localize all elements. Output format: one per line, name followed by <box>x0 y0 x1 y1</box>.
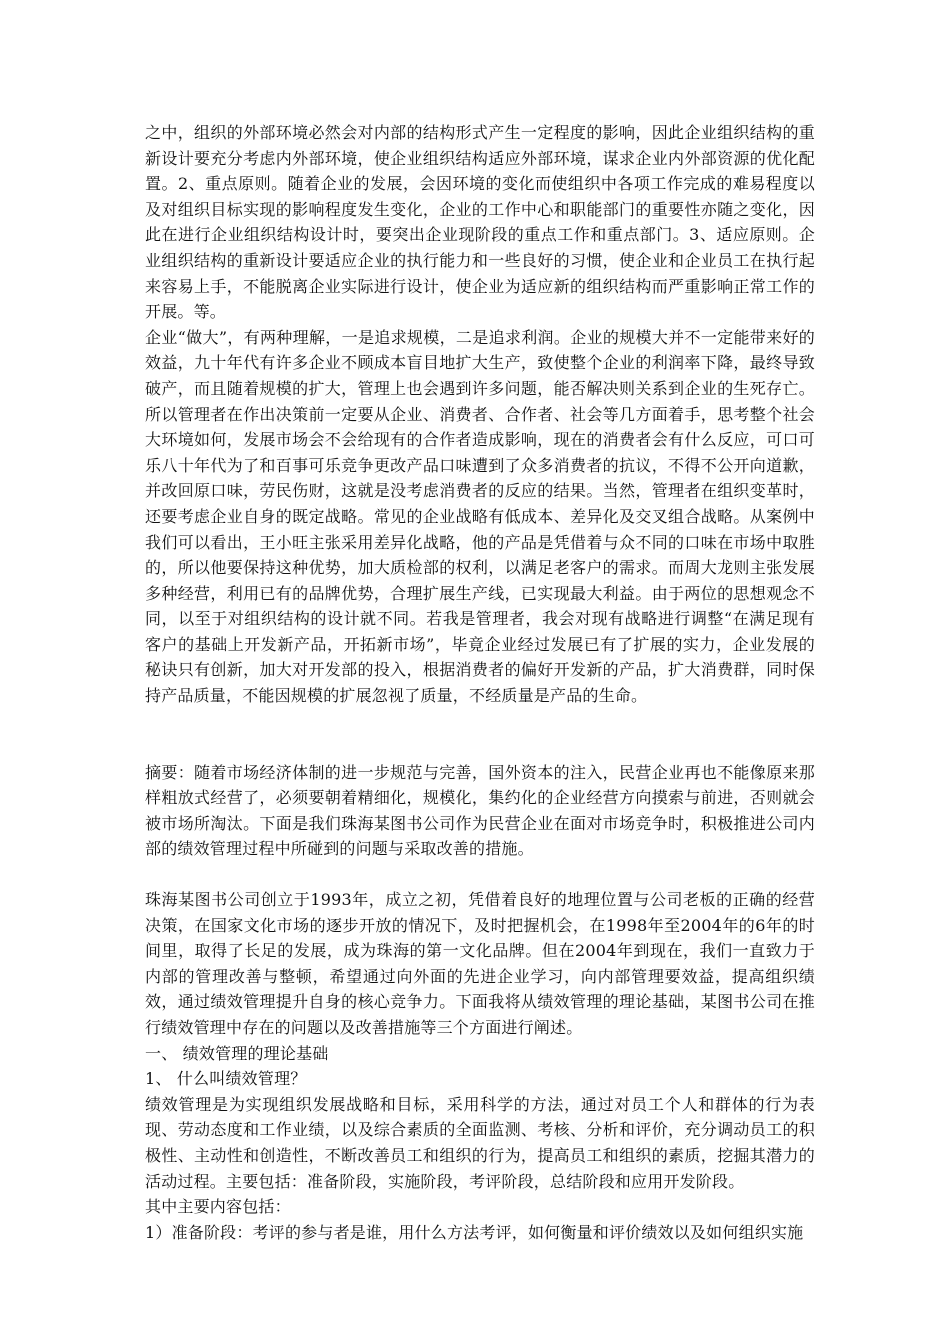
paragraph-preparation-stage: 1）准备阶段：考评的参与者是谁，用什么方法考评，如何衡量和评价绩效以及如何组织实施 <box>145 1222 804 1242</box>
paragraph-definition: 绩效管理是为实现组织发展战略和目标，采用科学的方法，通过对员工个人和群体的行为表现、劳动态度和工作业绩，以及综合素质的全面监测、考核、分析和评价，充分调动员工的积极性、主动性和创造性，不断改善员工和组织的行为，提高员工和组织的素质，挖掘其潜力的活动过程。主要包括：准备阶段，实施阶段，考评阶段，总结阶段和应用开发阶段。 <box>145 1094 815 1191</box>
paragraph-spacer <box>145 862 815 887</box>
section-heading: 一、 绩效管理的理论基础 <box>145 1043 329 1063</box>
subsection-heading: 1、 什么叫绩效管理？ <box>145 1069 307 1089</box>
paragraph-contents-intro: 其中主要内容包括： <box>145 1197 291 1217</box>
paragraph-abstract: 摘要：随着市场经济体制的进一步规范与完善，国外资本的注入，民营企业再也不能像原来那样粗放式经营了，必须要朝着精细化，规模化，集约化的企业经营方向摸索与前进，否则就会被市场所淘汰。下面是我们珠海某图书公司作为民营企业在面对市场竞争时，积极推进公司内部的绩效管理过程中所碰到的问题与采取改善的措施。 <box>145 762 815 859</box>
paragraph-spacer <box>145 709 815 760</box>
paragraph-company-scale: 企业“做大”，有两种理解，一是追求规模，二是追求利润。企业的规模大并不一定能带来好的效益，九十年代有许多企业不顾成本盲目地扩大生产，致使整个企业的利润率下降，最终导致破产，而且随着规模的扩大，管理上也会遇到许多问题，能否解决则关系到企业的生死存亡。所以管理者在作出决策前一定要从企业、消费者、合作者、社会等几方面着手，思考整个社会大环境如何，发展市场会不会给现有的合作者造成影响，现在的消费者会有什么反应，可口可乐八十年代为了和百事可乐竞争更改产品口味遭到了众多消费者的抗议，不得不公开向道歉，并改回原口味，劳民伤财，这就是没考虑消费者的反应的结果。当然，管理者在组织变革时，还要考虑企业自身的既定战略。常见的企业战略有低成本、差异化及交叉组合战略。从案例中我们可以看出，王小旺主张采用差异化战略，他的产品是凭借着与众不同的口味在市场中取胜的，所以他要保持这种优势，加大质检部的权利，以满足老客户的需求。而周大龙则主张发展多种经营，利用已有的品牌优势，合理扩展生产线，已实现最大利益。由于两位的思想观念不同，以至于对组织结构的设计就不同。若我是管理者，我会对现有战略进行调整“在满足现有客户的基础上开发新产品，开拓新市场”，毕竟企业经过发展已有了扩展的实力，企业发展的秘诀只有创新，加大对开发部的投入，根据消费者的偏好开发新的产品，扩大消费群，同时保持产品质量，不能因规模的扩展忽视了质量，不经质量是产品的生命。 <box>145 327 815 706</box>
paragraph-company-history: 珠海某图书公司创立于1993年，成立之初，凭借着良好的地理位置与公司老板的正确的经营决策，在国家文化市场的逐步开放的情况下，及时把握机会，在1998年至2004年的6年的时间里，取得了长足的发展，成为珠海的第一文化品牌。但在2004年到现在，我们一直致力于内部的管理改善与整顿，希望通过向外面的先进企业学习，向内部管理要效益，提高组织绩效，通过绩效管理提升自身的核心竞争力。下面我将从绩效管理的理论基础，某图书公司在推行绩效管理中存在的问题以及改善措施等三个方面进行阐述。 <box>145 890 815 1037</box>
document-body <box>145 120 815 1245</box>
paragraph-org-structure-principles: 之中，组织的外部环境必然会对内部的结构形式产生一定程度的影响，因此企业组织结构的重新设计要充分考虑内外部环境，使企业组织结构适应外部环境，谋求企业内外部资源的优化配置。2、重点原则。随着企业的发展，会因环境的变化而使组织中各项工作完成的难易程度以及对组织目标实现的影响程度发生变化，企业的工作中心和职能部门的重要性亦随之变化，因此在进行企业组织结构设计时，要突出企业现阶段的重点工作和重点部门。3、适应原则。企业组织结构的重新设计要适应企业的执行能力和一些良好的习惯，使企业和企业员工在执行起来容易上手，不能脱离企业实际进行设计，使企业为适应新的组织结构而严重影响正常工作的开展。等。 <box>145 123 815 322</box>
